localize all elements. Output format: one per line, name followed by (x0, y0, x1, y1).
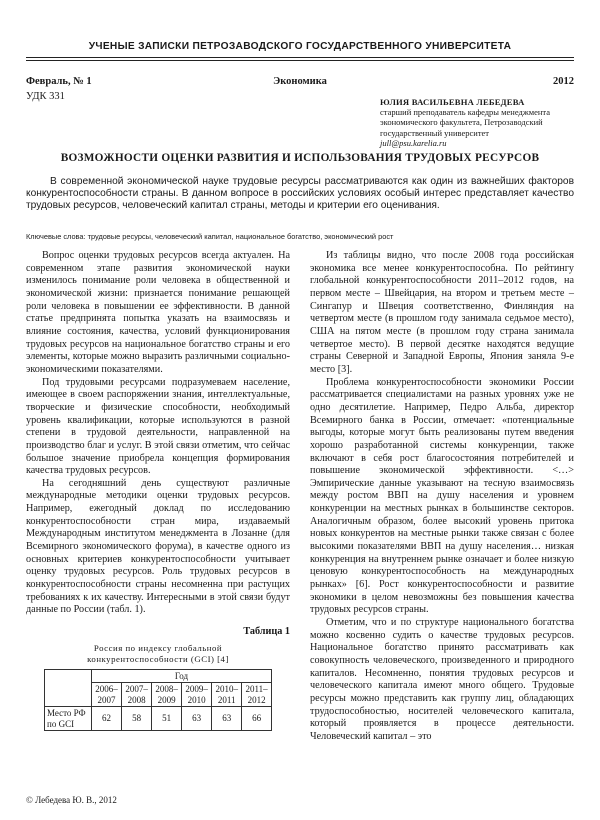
table-cell: 63 (182, 707, 212, 731)
author-block (380, 97, 575, 148)
year-header: 2010–2011 (212, 683, 242, 707)
table-cell: 62 (92, 707, 122, 731)
paragraph: Вопрос оценки трудовых ресурсов всегда актуален. На современном этапе развития экономической науки изменилось понимание роли человека в общественной и экономической жизни: признается понимание решающей роли человека в повышении ее эффективности. В данной статье предпринята попытка указать на взаимосвязь и влияние состояния, качества, условий функционирования трудовых ресурсов на национальное богатство страны и его элементы, которые можно выразить различными социально-экономическими показателями. (26, 250, 290, 375)
paragraph: Проблема конкурентоспособности экономики России рассматривается специалистами на разных уровнях уже не одно десятилетие. Например, Педро Альба, директор Всемирного банка в России, отмечает: «потенциальные выгоды, которые могут быть реализованы путем введения хорошо разработанной системы конкуренции, также включают в себя рост благосостояния потребителей и повышение экономической эффективности. <…> Эмпирические данные указывают на тесную взаимосвязь между ростом ВВП на душу населения и уровнем конкуренции на местных рынках в большинстве секторов. Аналогичным образом, более высокий уровень притока новых конкурентов на местные рынки также связан с более высокими показателями ВВП на душу населения… низкая конкуренция на внутреннем рынке означает и более низкую ценовую конкурентоспособность на международных рынках» [6]. Рост конкурентоспособности и развитие экономики в целом невозможны без повышения качества трудовых ресурсов страны. (310, 376, 574, 616)
table-cell: 63 (212, 707, 242, 731)
year-header: 2006–2007 (92, 683, 122, 707)
section-label: Экономика (273, 76, 327, 87)
author-email: jull@psu.karelia.ru (380, 137, 447, 148)
year-header: 2008–2009 (152, 683, 182, 707)
header-rule-top (26, 57, 574, 58)
table-caption-line: конкурентоспособности (GCI) [4] (87, 653, 229, 664)
article-title: ВОЗМОЖНОСТИ ОЦЕНКИ РАЗВИТИЯ И ИСПОЛЬЗОВАНИЯ ТРУДОВЫХ РЕСУРСОВ (60, 152, 540, 164)
paragraph: На сегодняшний день существуют различные международные методики оценки трудовых ресурсов. Например, ежегодный доклад по исследованию конкурентоспособности стран мира, издаваемый Международным институтом менеджмента в Лозанне (для Всемирного экономического форума), в качестве одного из основных критериев конкурентоспособности учитывает оценку трудовых ресурсов. Роль трудовых ресурсов в конкурентоспособности страны несомненна при растущих требованиях к их качеству. Интересными в этой связи будут данные по России (табл. 1). (26, 477, 290, 616)
paragraph: Из таблицы видно, что после 2008 года российская экономика все менее конкурентоспособна. По рейтингу глобальной конкурентоспособности 2011–2012 годов, на первом месте – Швейцария, на втором и третьем месте – Сингапур и Швеция соответственно, Финляндия на четвертом месте (в прошлом году занимала седьмое место), США на пятом месте (в прошлом году страна занимала четвертое место). В первой десятке находятся ведущие страны Северной и Западной Европы, Япония заняла 9-е место [3]. (310, 250, 574, 375)
author-name: ЮЛИЯ ВАСИЛЬЕВНА ЛЕБЕДЕВА (380, 97, 525, 107)
table-cell: 58 (122, 707, 152, 731)
keywords: Ключевые слова: трудовые ресурсы, человеческий капитал, национальное богатство, экономический рост (26, 232, 394, 241)
left-column (26, 250, 290, 731)
gci-table (44, 669, 272, 732)
year-header: 2007–2008 (122, 683, 152, 707)
year-header: 2009–2010 (182, 683, 212, 707)
copyright: © Лебедева Ю. В., 2012 (26, 795, 117, 805)
paragraph: Отметим, что и по структуре национального богатства можно косвенно судить о качестве трудовых ресурсов. Национальное богатство принято рассматривать как совокупность человеческого, произведенного и природного капиталов. Несомненно, понятия трудовых ресурсов и человеческого капитала имеют много общего. Трудовые ресурсы можно представить как группу лиц, обладающих трудоспособностью, носителей человеческого капитала, который проявляется в процессе деятельности. Человеческий капитал – это (310, 617, 574, 742)
table-caption (26, 643, 290, 665)
table-caption-line: Россия по индексу глобальной (93, 642, 223, 653)
table-corner-cell (45, 669, 92, 707)
issue-label: Февраль, № 1 (26, 76, 92, 87)
year-label: 2012 (553, 76, 574, 87)
table-cell: 66 (242, 707, 272, 731)
paragraph: Под трудовыми ресурсами подразумеваем население, имеющее в своем распоряжении знания, интеллектуальные, творческие и физические способности, необходимый уровень квалификации, которые используются в разной степени в трудовой деятельности, направленной на производство благ и услуг. В этой связи отметим, что сейчас большое значение приобрела концепция формирования качества трудовых ресурсов. (26, 376, 290, 477)
table-row-label: Место РФ по GCI (45, 707, 92, 731)
year-header: 2011–2012 (242, 683, 272, 707)
journal-title: УЧЕНЫЕ ЗАПИСКИ ПЕТРОЗАВОДСКОГО ГОСУДАРСТВЕННОГО УНИВЕРСИТЕТА (88, 41, 512, 52)
header-rule-bottom (26, 60, 574, 61)
udk-code: УДК 331 (26, 91, 65, 102)
table-label: Таблица 1 (243, 626, 290, 638)
table-group-header: Год (92, 669, 272, 683)
table-cell: 51 (152, 707, 182, 731)
author-affiliation: старший преподаватель кафедры менеджмента экономического факультета, Петрозаводский государственный университет (380, 107, 550, 138)
abstract: В современной экономической науке трудовые ресурсы рассматриваются как один из важнейших факторов конкурентоспособности страны. В данном вопросе в российских условиях особый интерес представляет качество трудовых ресурсов, человеческий капитал страны, методы и критерии его оценивания. (26, 176, 574, 212)
right-column (310, 250, 574, 744)
